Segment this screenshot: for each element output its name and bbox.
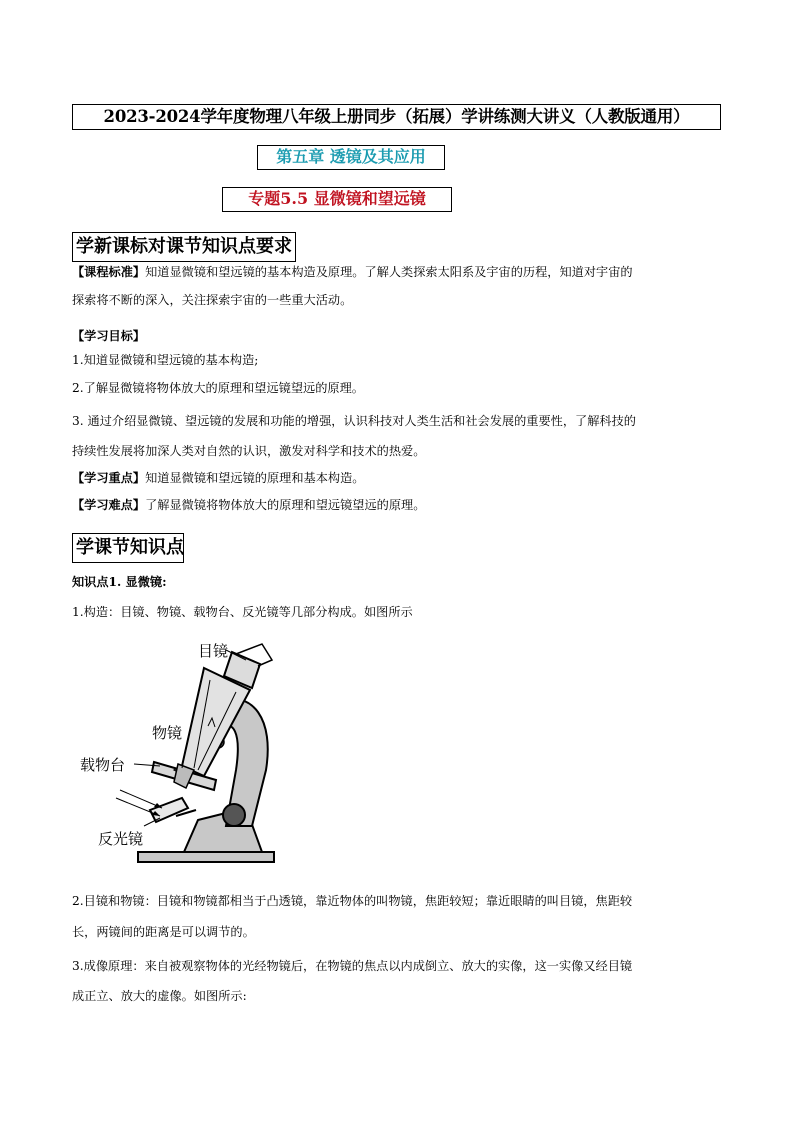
course-standard-line2: 探索将不断的深入，关注探索宇宙的一些重大活动。 [72,293,353,307]
mirror-label: 反光镜 [98,830,144,848]
goal-3-line1: 3. 通过介绍显微镜、望远镜的发展和功能的增强，认识科技对人类生活和社会发展的重要性，了解科技的 [72,414,636,428]
structure-item: 1.构造：目镜、物镜、载物台、反光镜等几部分构成。如图所示 [72,605,413,619]
lens-item-line2: 长，两镜间的距离是可以调节的。 [72,925,255,939]
learning-key-point [72,470,722,486]
goal-2: 2.了解显微镜将物体放大的原理和望远镜望远的原理。 [72,381,364,395]
imaging-item-line1: 3.成像原理：来自被观察物体的光经物镜后，在物镜的焦点以内成倒立、放大的实像，这一实像又经目镜 [72,959,633,973]
course-standard-line1 [72,264,722,280]
objective-label: 物镜 [152,724,183,742]
key-point-text: 知道显微镜和望远镜的原理和基本构造。 [145,471,365,485]
stage-label: 载物台 [80,756,126,774]
learning-goals-label: 【学习目标】 [72,329,146,343]
microscope-figure [76,630,286,870]
knowledge-point-1-title: 知识点1. 显微镜: [72,575,167,589]
chapter-title: 第五章 透镜及其应用 [257,145,445,170]
imaging-item-line2: 成正立、放大的虚像。如图所示: [72,989,247,1003]
learning-difficult-point [72,497,722,513]
topic-title: 专题5.5 显微镜和望远镜 [222,187,452,212]
goal-3-line2: 持续性发展将加深人类对自然的认识，激发对科学和技术的热爱。 [72,444,426,458]
section-heading-standards: 学新课标对课节知识点要求 [72,232,296,262]
difficult-point-text: 了解显微镜将物体放大的原理和望远镜望远的原理。 [145,498,426,512]
course-standard-text: 知道显微镜和望远镜的基本构造及原理。了解人类探索太阳系及宇宙的历程，知道对宇宙的 [145,265,633,279]
key-point-label: 【学习重点】 [72,471,146,485]
difficult-point-label: 【学习难点】 [72,498,146,512]
course-standard-label: 【课程标准】 [72,265,146,279]
section-heading-knowledge: 学课节知识点 [72,533,184,563]
eyepiece-label: 目镜 [198,642,229,660]
goal-1: 1.知道显微镜和望远镜的基本构造; [72,353,259,367]
document-main-title: 2023-2024学年度物理八年级上册同步（拓展）学讲练测大讲义（人教版通用） [72,104,721,130]
lens-item-line1: 2.目镜和物镜：目镜和物镜都相当于凸透镜，靠近物体的叫物镜，焦距较短；靠近眼睛的叫目镜，焦距较 [72,894,633,908]
